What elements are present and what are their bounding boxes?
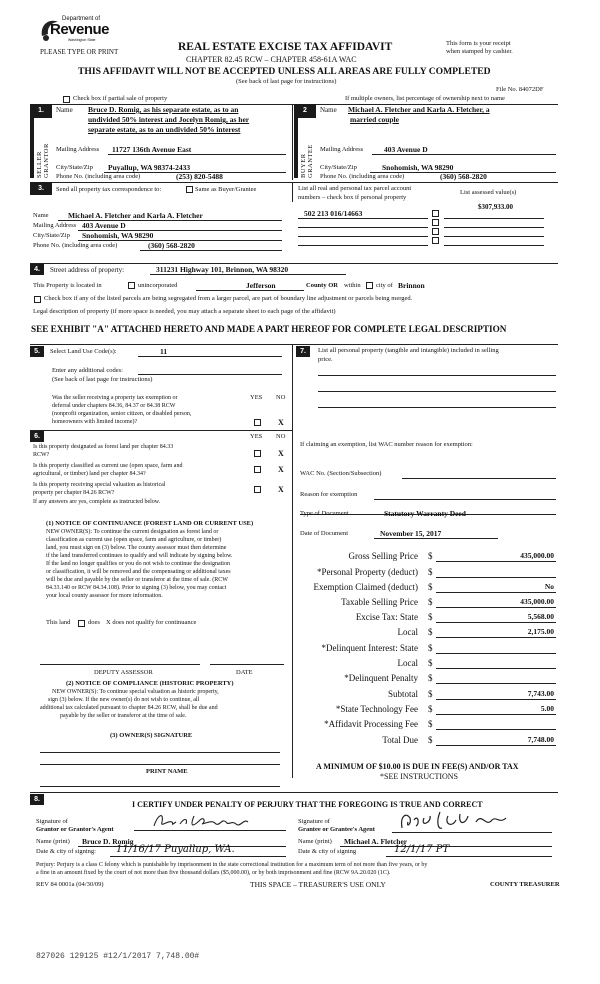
- county-line: [196, 290, 304, 291]
- section8-number: 8.: [30, 794, 44, 805]
- tax-row-label: Local: [397, 658, 418, 668]
- notice2-line2: sign (3) below. If the new owner(s) do not wish to continue, all: [48, 697, 200, 703]
- tax-row-value: 7,743.00: [527, 689, 554, 698]
- form-subtitle: CHAPTER 82.45 RCW – CHAPTER 458-61A WAC: [186, 55, 357, 64]
- tax-row-value: 7,748.00: [527, 735, 554, 744]
- tax-row-currency: $: [428, 627, 433, 637]
- additional-codes-line: [138, 374, 282, 375]
- receipt-note-2: when stamped by cashier.: [446, 48, 513, 55]
- unincorporated-checkbox[interactable]: [128, 282, 135, 289]
- tax-row-label: *Affidavit Processing Fee: [324, 719, 418, 729]
- seller-address: 11727 136th Avenue East: [112, 145, 192, 154]
- tax-row-line: [436, 729, 556, 730]
- seller-name-line3: separate estate, as to an undivided 50% interest: [88, 125, 241, 134]
- tax-row-value: No: [544, 582, 554, 591]
- section3-number: 3.: [30, 182, 52, 195]
- notice1-line3: land, you must sign on (3) below. The county assessor must then determine: [46, 545, 227, 551]
- grantor-date-line: [110, 856, 286, 857]
- minimum-fee-note: A MINIMUM OF $10.00 IS DUE IN FEE(S) AND/OR TAX: [316, 762, 519, 771]
- instructions-note: (See back of last page for instructions): [236, 78, 337, 85]
- correspondence-label: Send all property tax correspondence to:: [56, 186, 162, 193]
- doc-date: November 15, 2017: [380, 529, 442, 538]
- tax-row-line: [436, 714, 556, 715]
- doc-date-label: Date of Document: [300, 530, 349, 537]
- grantee-date-line: [386, 856, 552, 857]
- grantor-date: 11/16/17 Puyallup, WA.: [116, 844, 235, 855]
- grantor-name: Bruce D. Romig: [82, 837, 134, 846]
- additional-codes-note: (See back of last page for instructions): [52, 376, 153, 383]
- buyer-city-label: City/State/Zip: [320, 164, 357, 171]
- revenue-logo: [38, 14, 108, 46]
- legal-description-label: Legal description of property (if more space is needed, you may attach a separate sheet to each page of the affidavit): [33, 308, 336, 315]
- forest-no-mark: X: [278, 449, 284, 458]
- corr-address: 403 Avenue D: [82, 221, 126, 230]
- historic-question-2: property per chapter 84.26 RCW?: [33, 490, 115, 496]
- tax-row-value: 2,175.00: [527, 627, 554, 636]
- buyer-name-line1: Michael A. Fletcher and Karla A. Fletcher, a: [348, 105, 490, 114]
- seller-name-line2: undivided 50% interest and Jocelyn Romig, as her: [88, 115, 250, 124]
- buyer-name-line2: married couple: [350, 115, 399, 124]
- section3-divider: [292, 182, 293, 202]
- assessed-line-4: [444, 245, 544, 246]
- historic-question-1: Is this property receiving special valuation as historical: [33, 482, 166, 488]
- tax-row-value: 5,568.00: [527, 612, 554, 621]
- street-address: 311231 Highway 101, Brinnon, WA 98320: [156, 265, 289, 274]
- city-of-label: city of: [376, 282, 393, 289]
- parcel-header-1: List all real and personal tax parcel account: [298, 185, 412, 192]
- buyer-name-label: Name: [320, 106, 337, 114]
- grantee-signature: [396, 808, 526, 834]
- buyer-phone-label: Phone No. (including area code): [320, 173, 405, 180]
- grantor-signature-label-2: Grantor or Grantor's Agent: [36, 826, 114, 833]
- segregated-label: Check box if any of the listed parcels are being segregated from a larger parcel, are part of boundary line adjustment or parcels being merged.: [44, 295, 413, 302]
- tax-row-label: *Personal Property (deduct): [317, 567, 418, 577]
- section4-top-rule: [30, 263, 558, 264]
- exemption-question-4: homeowners with limited income)?: [52, 419, 138, 425]
- section8-top-rule: [30, 792, 558, 793]
- owner-signature-label: (3) OWNER(S) SIGNATURE: [110, 732, 193, 739]
- buyer-address: 403 Avenue D: [384, 145, 428, 154]
- tax-row-currency: $: [428, 673, 433, 683]
- grantor-signature-label-1: Signature of: [36, 818, 68, 825]
- section4-number: 4.: [30, 264, 44, 275]
- doc-date-line: [374, 538, 498, 539]
- current-use-no-mark: X: [278, 465, 284, 474]
- parcel-number: 502 213 016/14663: [304, 209, 363, 218]
- grantee-name-label: Name (print): [298, 838, 332, 845]
- unincorporated-label: unincorporated: [138, 282, 178, 289]
- seller-address-line: [108, 154, 286, 155]
- file-number: File No. 84072DF: [496, 86, 544, 93]
- reason-line: [374, 499, 556, 500]
- multiple-owners-note: If multiple owners, list percentage of ownership next to name: [345, 95, 505, 102]
- buyer-phone: (360) 568-2820: [440, 172, 487, 181]
- land-use-label: Select Land Use Code(s):: [50, 348, 117, 355]
- logo-department: Department of: [62, 16, 101, 22]
- owner-signature-line-2: [40, 764, 280, 765]
- tax-row-label: Exemption Claimed (deduct): [313, 582, 418, 592]
- grantee-name: Michael A. Fletcher: [344, 837, 408, 846]
- notice1-line8: 84.33.140 or RCW 84.34.108). Prior to signing (3) below, you may contact: [46, 585, 227, 591]
- seller-name-label: Name: [56, 106, 73, 114]
- same-as-buyer-label: Same as Buyer/Grantee: [195, 186, 257, 193]
- grantor-date-label: Date & city of signing:: [36, 848, 96, 855]
- logo-state: Washington State: [68, 38, 96, 42]
- segregated-checkbox[interactable]: [34, 296, 41, 303]
- tax-row-currency: $: [428, 597, 433, 607]
- notice1-line7: will be due and payable by the seller or transferor at the time of sale. (RCW: [46, 577, 228, 583]
- corr-name: Michael A. Fletcher and Karla A. Fletcher: [68, 211, 203, 220]
- tax-row-currency: $: [428, 704, 433, 714]
- logo-wordmark: Revenue: [50, 21, 110, 38]
- forest-question-2: RCW?: [33, 452, 50, 458]
- within-label: within: [344, 282, 361, 289]
- historic-no-mark: X: [278, 485, 284, 494]
- see-instructions-note: *SEE INSTRUCTIONS: [380, 772, 459, 781]
- assessed-line-1: [444, 218, 544, 219]
- personal-property-label-1: List all personal property (tangible and intangible) included in selling: [318, 347, 499, 354]
- print-name-line: [40, 786, 280, 787]
- section6-yes-header: YES: [250, 433, 263, 440]
- tax-row-label: Subtotal: [387, 689, 418, 699]
- grantee-date: 12/1/17 PT: [394, 844, 450, 855]
- tax-row-label: Local: [397, 627, 418, 637]
- exemption-question-3: (nonprofit organization, senior citizen, or disabled person,: [52, 411, 192, 417]
- parcel-3-checkbox[interactable]: [432, 228, 439, 235]
- buyer-side-bar: [294, 118, 298, 178]
- section6-top-rule: [30, 430, 292, 431]
- notice2-line3: additional tax calculated pursuant to chapter 84.26 RCW, shall be due and: [40, 705, 218, 711]
- county-treasurer-label: COUNTY TREASURER: [490, 881, 560, 888]
- corr-phone-line: [140, 250, 282, 251]
- corr-city-label: City/State/Zip: [33, 232, 70, 239]
- doc-type-label: Type of Document: [300, 510, 349, 517]
- land-does-label: does: [88, 619, 100, 626]
- form-warning: THIS AFFIDAVIT WILL NOT BE ACCEPTED UNLESS ALL AREAS ARE FULLY COMPLETED: [78, 66, 491, 77]
- tax-row-currency: $: [428, 735, 433, 745]
- tax-row-value: 435,000.00: [520, 597, 554, 606]
- assessed-value: $307,933.00: [478, 203, 513, 211]
- personal-property-line-1: [318, 375, 556, 376]
- exemption-claim-label: If claiming an exemption, list WAC number reason for exemption:: [300, 441, 473, 448]
- forest-question-1: Is this property designated as forest land per chapter 84.33: [33, 444, 174, 450]
- notice2-line1: NEW OWNER(S): To continue special valuation as historic property,: [52, 689, 219, 695]
- tax-row-currency: $: [428, 658, 433, 668]
- seller-city-label: City/State/Zip: [56, 164, 93, 171]
- buyer-address-line: [372, 154, 556, 155]
- section5-top-rule: [30, 344, 558, 345]
- if-yes-note: If any answers are yes, complete as instructed below.: [33, 499, 161, 505]
- seller-side-label: SELLER GRANTOR: [36, 143, 50, 178]
- tax-row-label: *Delinquent Penalty: [344, 673, 418, 683]
- assessor-date-label: DATE: [236, 669, 253, 676]
- located-label: This Property is located in: [33, 282, 102, 289]
- tax-row-line: [436, 622, 556, 623]
- exemption-question-1: Was the seller receiving a property tax exemption or: [52, 395, 178, 401]
- assessed-line-3: [444, 236, 544, 237]
- tax-row-currency: $: [428, 643, 433, 653]
- seller-phone-label: Phone No. (including area code): [56, 173, 141, 180]
- perjury-line-2: a fine in an amount fixed by the court of not more than five thousand dollars ($5,000.00), or by both imprisonment and fine (RCW 9A.20.020 (1C).: [36, 870, 391, 876]
- tax-row-line: [436, 607, 556, 608]
- wac-label: WAC No. (Section/Subsection): [300, 470, 382, 477]
- land-use-yes-header: YES: [250, 394, 263, 401]
- section1-number: 1.: [30, 104, 52, 118]
- tax-row-label: Taxable Selling Price: [341, 597, 418, 607]
- tax-row-line: [436, 668, 556, 669]
- tax-row-label: *State Technology Fee: [335, 704, 418, 714]
- notice2-line4: payable by the seller or transferor at the time of sale.: [60, 713, 187, 719]
- tax-row-currency: $: [428, 551, 433, 561]
- personal-property-label-2: price.: [318, 356, 333, 363]
- parcel-header-2: numbers – check box if personal property: [298, 194, 407, 201]
- seller-phone: (253) 820-5488: [176, 172, 223, 181]
- tax-row-line: [436, 592, 556, 593]
- street-label: Street address of property:: [50, 266, 125, 274]
- land-use-code: 11: [160, 347, 168, 356]
- corr-phone-label: Phone No. (including area code): [33, 242, 118, 249]
- buyer-city: Snohomish, WA 98290: [382, 163, 454, 172]
- notice1-line5: If the land no longer qualifies or you do not wish to continue the designation: [46, 561, 230, 567]
- deputy-assessor-label: DEPUTY ASSESSOR: [94, 669, 153, 676]
- parcel-line-4: [298, 245, 428, 246]
- please-type-label: PLEASE TYPE OR PRINT: [40, 48, 119, 56]
- tax-row-line: [436, 653, 556, 654]
- wac-line: [402, 478, 556, 479]
- tax-row-label: *Delinquent Interest: State: [321, 643, 418, 653]
- grantor-signature: [150, 810, 270, 832]
- additional-codes-label: Enter any additional codes:: [52, 367, 123, 374]
- print-name-label: PRINT NAME: [146, 768, 188, 775]
- this-land-label: This land: [46, 619, 71, 626]
- assessor-date-line: [210, 664, 284, 665]
- section12-divider: [292, 104, 293, 180]
- assessor-signature-line: [40, 664, 200, 665]
- tax-row-currency: $: [428, 567, 433, 577]
- reason-label: Reason for exemption: [300, 491, 358, 498]
- tax-row-currency: $: [428, 582, 433, 592]
- grantor-name-label: Name (print): [36, 838, 70, 845]
- partial-sale-checkbox[interactable]: [63, 96, 70, 103]
- assessed-header: List assessed value(s): [460, 189, 517, 196]
- county-label: County OR: [306, 282, 338, 289]
- treasurer-use-label: THIS SPACE – TREASURER'S USE ONLY: [250, 880, 386, 889]
- tax-row-currency: $: [428, 719, 433, 729]
- exemption-no-mark: X: [278, 418, 284, 427]
- tax-row-currency: $: [428, 689, 433, 699]
- buyer-side-label: BUYER GRANTEE: [300, 144, 314, 178]
- tax-row-value: 435,000.00: [520, 551, 554, 560]
- land-use-line: [138, 356, 282, 357]
- tax-row-currency: $: [428, 612, 433, 622]
- seller-name-line1: Bruce D. Romig, as his separate estate, as to an: [88, 105, 239, 114]
- tax-row-line: [436, 561, 556, 562]
- assessed-line-2: [444, 227, 544, 228]
- buyer-address-label: Mailing Address: [320, 146, 364, 153]
- land-does-checkbox[interactable]: [78, 620, 85, 627]
- forest-yes-checkbox[interactable]: [254, 450, 261, 457]
- section5-number: 5.: [30, 346, 44, 357]
- city-checkbox[interactable]: [366, 282, 373, 289]
- exemption-yes-checkbox[interactable]: [254, 419, 261, 426]
- current-use-question-1: Is this property classified as current use (open space, farm and: [33, 463, 183, 469]
- tax-row-line: [436, 745, 556, 746]
- seller-city: Puyallup, WA 98374-2433: [108, 163, 191, 172]
- seller-address-label: Mailing Address: [56, 146, 100, 153]
- owner-signature-line-1: [40, 752, 280, 753]
- land-does-not-label: X does not qualify for continuance: [106, 619, 197, 626]
- parcel-1-checkbox[interactable]: [432, 210, 439, 217]
- corr-address-label: Mailing Address: [33, 222, 77, 229]
- section6-no-header: NO: [276, 433, 286, 440]
- tax-row-line: [436, 699, 556, 700]
- current-use-question-2: agricultural, or timber) land per chapter 84.34?: [33, 471, 146, 477]
- tax-row-line: [436, 683, 556, 684]
- notice1-line2: classification as current use (open space, farm and agriculture, or timber): [46, 537, 222, 543]
- exhibit-reference: SEE EXHIBIT "A" ATTACHED HERETO AND MADE A PART HEREOF FOR COMPLETE LEGAL DESCRIPTION: [31, 324, 507, 334]
- parcel-line-1: [298, 218, 428, 219]
- receipt-note-1: This form is your receipt: [446, 40, 511, 47]
- same-as-buyer-checkbox[interactable]: [186, 186, 193, 193]
- corr-phone: (360) 568-2820: [148, 241, 195, 250]
- parcel-4-checkbox[interactable]: [432, 237, 439, 244]
- notice2-title: (2) NOTICE OF COMPLIANCE (HISTORIC PROPERTY): [66, 680, 234, 687]
- street-line: [150, 274, 346, 275]
- doc-type: Statutory Warranty Deed: [384, 509, 466, 518]
- grantee-date-label: Date & city of signing: [298, 848, 357, 855]
- current-use-yes-checkbox[interactable]: [254, 466, 261, 473]
- notice1-line9: your local county assessor for more information.: [46, 593, 163, 599]
- certify-title: I CERTIFY UNDER PENALTY OF PERJURY THAT THE FOREGOING IS TRUE AND CORRECT: [132, 800, 483, 809]
- notice1-line1: NEW OWNER(S): To continue the current designation as forest land or: [46, 529, 219, 535]
- personal-property-line-2: [318, 391, 556, 392]
- section7-number: 7.: [296, 346, 310, 357]
- section2-number: 2: [294, 104, 316, 118]
- land-use-no-header: NO: [276, 394, 286, 401]
- notice1-line6: or classification, it will be removed and the compensating or additional taxes: [46, 569, 231, 575]
- tax-row-line: [436, 577, 556, 578]
- seller-side-bar: [30, 118, 34, 178]
- perjury-line-1: Perjury: Perjury is a class C felony which is punishable by imprisonment in the state correctional institution for a maximum term of not more than five years, or by: [36, 862, 428, 868]
- form-revision: REV 84 0001a (04/30/09): [36, 881, 104, 888]
- form-title: REAL ESTATE EXCISE TAX AFFIDAVIT: [178, 41, 393, 53]
- grantee-signature-label-1: Signature of: [298, 818, 330, 825]
- parcel-2-checkbox[interactable]: [432, 219, 439, 226]
- tax-row-line: [436, 637, 556, 638]
- historic-yes-checkbox[interactable]: [254, 486, 261, 493]
- corr-city: Snohomish, WA 98290: [82, 231, 154, 240]
- tax-row-label: Excise Tax: State: [355, 612, 418, 622]
- property-city: Brinnon: [398, 281, 425, 290]
- cashier-stamp: 827026 129125 #12/1/2017 7,748.00#: [36, 952, 200, 961]
- parcel-line-3: [298, 236, 428, 237]
- section57-divider: [292, 344, 293, 778]
- tax-row-label: Gross Selling Price: [348, 551, 418, 561]
- notice1-title: (1) NOTICE OF CONTINUANCE (FOREST LAND OR CURRENT USE): [46, 520, 254, 527]
- parcel-line-2: [298, 227, 428, 228]
- notice1-line4: if the land transferred continues to qualify and will indicate by signing below.: [46, 553, 233, 559]
- section6-number: 6.: [30, 431, 44, 442]
- tax-row-value: 5.00: [540, 704, 554, 713]
- partial-sale-label: Check box if partial sale of property: [73, 95, 168, 102]
- county-name: Jefferson: [246, 281, 276, 290]
- corr-name-label: Name: [33, 212, 49, 219]
- tax-row-label: Total Due: [382, 735, 418, 745]
- exemption-question-2: deferral under chapters 84.36, 84.37 or 84.38 RCW: [52, 403, 176, 409]
- section3-top-rule: [30, 182, 558, 183]
- grantee-signature-label-2: Grantee or Grantee's Agent: [298, 826, 375, 833]
- personal-property-line-3: [318, 407, 556, 408]
